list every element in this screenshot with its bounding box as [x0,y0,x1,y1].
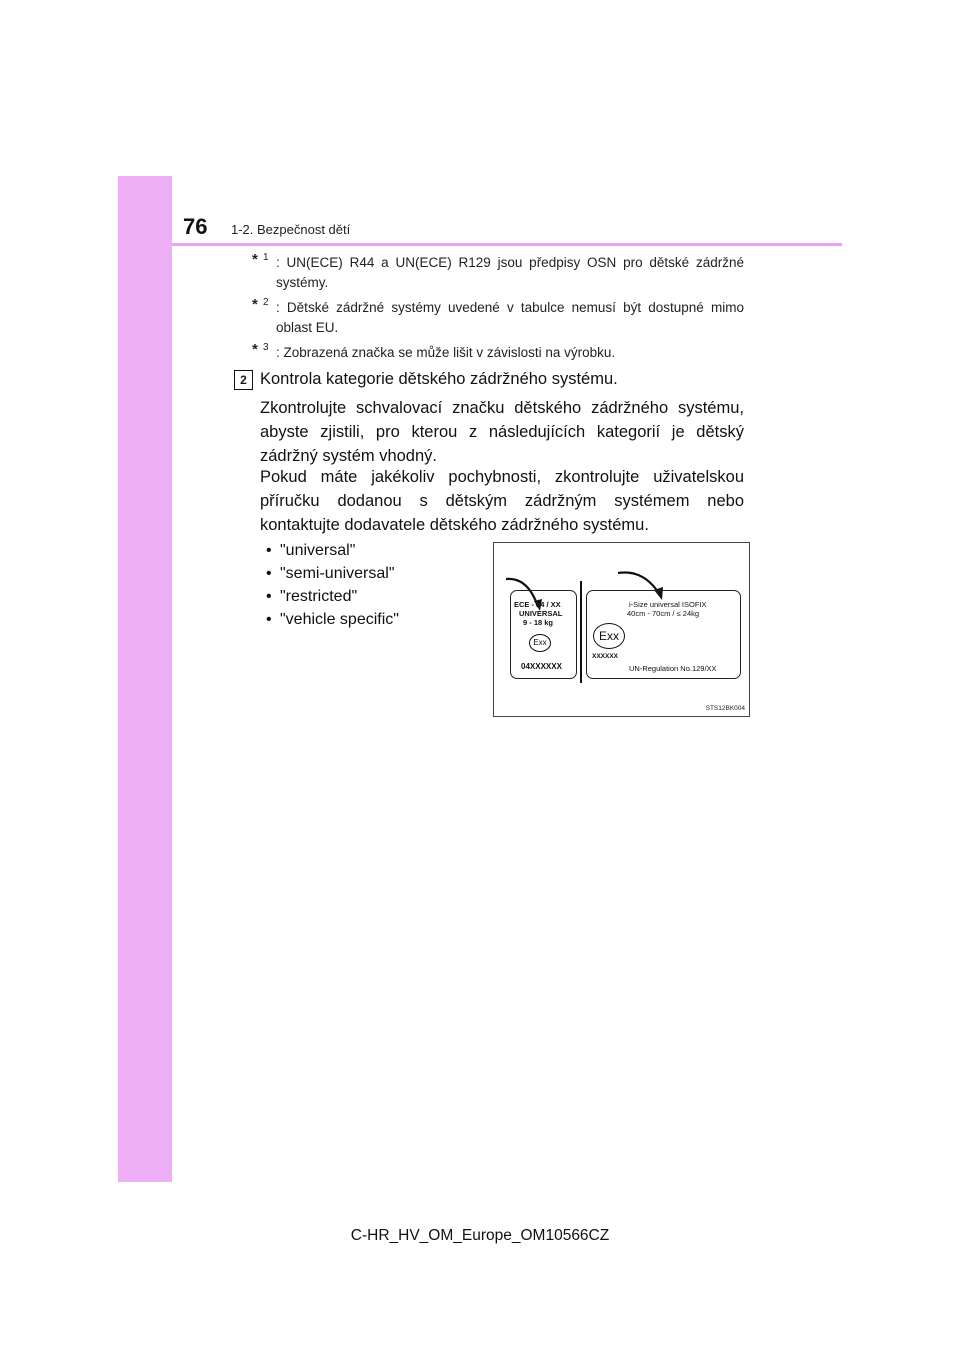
paragraph-doubts: Pokud máte jakékoliv pochybnosti, zkontrolujte uživatelskou příručku dodanou s dětským zádržným systémem nebo kontaktujte dodavatele dětského zádržného systému. [260,468,744,534]
footnote-asterisk: * [252,296,258,313]
document-code: C-HR_HV_OM_Europe_OM10566CZ [350,1227,610,1244]
footnote-asterisk: * [252,341,258,358]
footnote-text: : UN(ECE) R44 a UN(ECE) R129 jsou předpisy OSN pro dětské zádržné systémy. [276,255,744,290]
approval-label-figure [493,542,750,717]
e-mark-icon: Exx [593,623,625,649]
r44-regulation-text: ECE - 44 / XX [514,600,561,609]
label-divider [580,581,582,683]
paragraph-check-mark: Zkontrolujte schvalovací značku dětského zádržného systému, abyste zjistili, pro kterou z následujících kategorií je dětský zádržný systém vhodný. [260,399,744,465]
step-title: Kontrola kategorie dětského zádržného systému. [260,370,618,388]
r44-weight-text: 9 - 18 kg [523,618,554,627]
list-item: • "universal" [266,539,399,562]
r129-approval-number: XXXXXX [592,653,619,660]
footnote-3 [252,343,744,363]
footnote-number: 3 [263,342,269,353]
r44-approval-number: 04XXXXXX [521,662,562,671]
footnote-text: : Zobrazená značka se může lišit v závislosti na výrobku. [276,345,616,360]
e-mark-icon: Exx [529,634,551,652]
list-item: • "vehicle specific" [266,608,399,631]
list-item: • "semi-universal" [266,562,399,585]
r129-category-text: i-Size universal ISOFIX [629,600,707,609]
figure-code: STS12BK004 [705,705,745,712]
header-rule [172,243,842,246]
footnote-number: 1 [263,252,269,263]
page-number: 76 [183,214,208,239]
r129-size-text: 40cm - 70cm / ≤ 24kg [627,609,700,618]
r129-approval-label [586,590,741,679]
category-list [266,539,399,631]
section-title: 1-2. Bezpečnost dětí [231,222,351,237]
list-item: • "restricted" [266,585,399,608]
step-number-box: 2 [234,370,253,390]
footnote-text: : Dětské zádržné systémy uvedené v tabulce nemusí být dostupné mimo oblast EU. [276,300,744,335]
r129-regulation-text: UN-Regulation No.129/XX [629,664,717,673]
r44-category-text: UNIVERSAL [519,609,563,618]
footnote-2 [252,298,744,338]
footnote-number: 2 [263,297,269,308]
footnote-asterisk: * [252,251,258,268]
r44-approval-label [510,590,577,679]
footnote-1 [252,253,744,293]
chapter-side-tab [118,176,172,1182]
